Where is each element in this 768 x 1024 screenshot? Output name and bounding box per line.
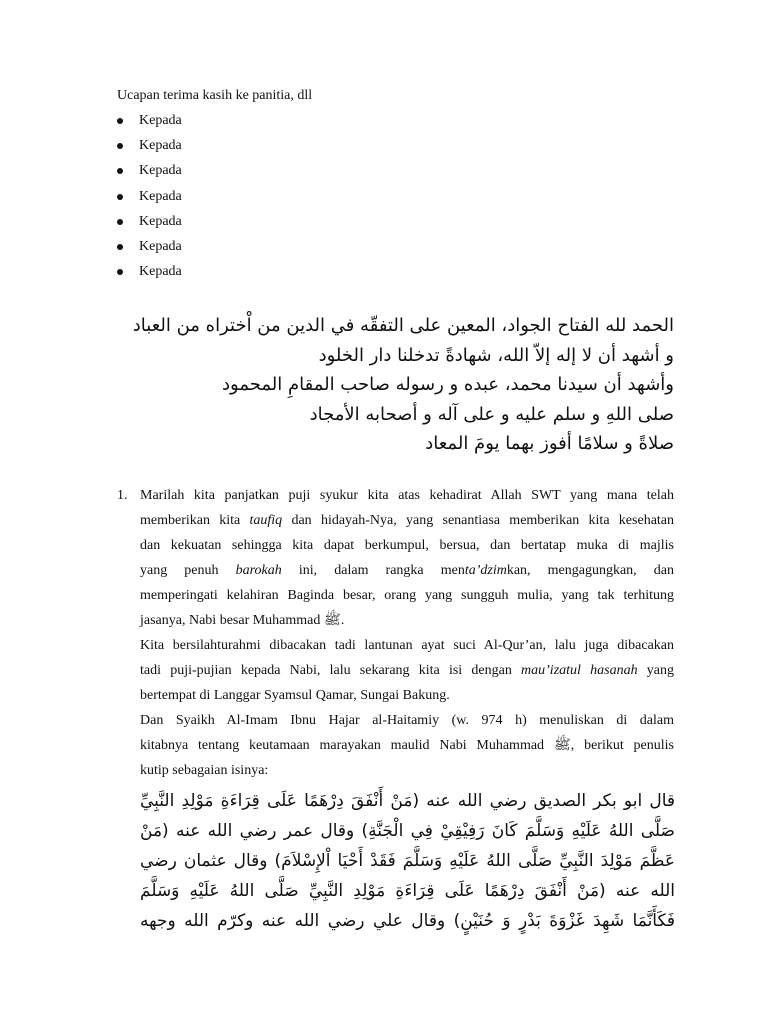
arabic-line: قال ابو بكر الصديق رضي الله عنه (مَنْ أَنْفَقَ دِرْهَمًا عَلَى قِرَاءَةِ مَوْلِدِ النَّبِيِّ bbox=[140, 791, 675, 811]
list-item: Kepada bbox=[117, 237, 182, 262]
arabic-line: فَكَأَنَّمَا شَهِدَ غَزْوَةَ بَدْرٍ وَ حُنَيْنٍ) وقال علي رضي الله عنه وكرّم الله وجهه bbox=[140, 911, 675, 931]
arabic-line: الحمد لله الفتاح الجواد، المعين على التفقّه في الدين من اْختراه من العباد bbox=[132, 315, 674, 336]
list-item: Kepada bbox=[117, 111, 182, 136]
intro-line: Ucapan terima kasih ke panitia, dll bbox=[117, 88, 313, 103]
bullet-icon bbox=[117, 194, 123, 200]
list-item: Kepada bbox=[117, 187, 182, 212]
arabic-line: صلى اللهِ و سلم عليه و على آله و أصحابه الأمجاد bbox=[309, 403, 674, 425]
arabic-opening-prayer bbox=[114, 311, 674, 459]
arabic-line: عَظَّمَ مَوْلِدَ النَّبِيِّ صَلَّى اللهُ عَلَيْهِ وَسَلَّمَ فَقَدْ أَحْيَا اْلإِسْلاَمَ) وقال عثمان رضي bbox=[140, 851, 675, 871]
bullet-icon bbox=[117, 219, 123, 225]
bullet-icon bbox=[117, 143, 123, 149]
list-item: Kepada bbox=[117, 212, 182, 237]
bullet-icon bbox=[117, 118, 123, 124]
paragraph-1: Marilah kita panjatkan puji syukur kita atas kehadirat Allah SWT yang mana telah memberikan kita taufiq dan hidayah-Nya, yang senantiasa memberikan kita kesehatan dan kekuatan sehingga kita dapat berkumpul, bersua, dan bertatap muka di majlis yang penuh barokah ini, dalam rangka menta’dzimkan, mengagungkan, dan memperingati kelahiran Baginda besar, orang yang sungguh mulia, yang tak terhitung jasanya, Nabi besar Muhammad ﷺ. bbox=[140, 488, 675, 628]
arabic-line: الله عنه (مَنْ أَنْفَقَ دِرْهَمًا عَلَى قِرَاءَةِ مَوْلِدِ النَّبِيِّ صَلَّى اللهُ عَلَيْهِ وَسَلَّمَ bbox=[140, 881, 675, 901]
arabic-line: و أشهد أن لا إله إلاّ الله، شهادةً تدخلنا دار الخلود bbox=[318, 344, 674, 366]
list-item: Kepada bbox=[117, 161, 182, 186]
arabic-hadith-quote bbox=[140, 786, 675, 936]
paragraph-3: Dan Syaikh Al-Imam Ibnu Hajar al-Haitamiy (w. 974 h) menuliskan di dalam kitabnya tentang keutamaan marayakan maulid Nabi Muhammad ﷺ, berikut penulis kutip sebagaian isinya: bbox=[140, 713, 674, 778]
bullet-icon bbox=[117, 244, 123, 250]
arabic-line: وأشهد أن سيدنا محمد، عبده و رسوله صاحب المقامِ المحمود bbox=[222, 374, 674, 395]
arabic-line: صلاةً و سلامًا أفوز بهما يومَ المعاد bbox=[425, 433, 674, 454]
bullet-icon bbox=[117, 168, 123, 174]
bullet-list bbox=[117, 111, 182, 287]
item-number: 1. bbox=[117, 488, 128, 503]
paragraph-2: Kita bersilahturahmi dibacakan tadi lantunan ayat suci Al-Qur’an, lalu juga dibacakan tadi puji-pujian kepada Nabi, lalu sekarang kita isi dengan mau’izatul hasanah yang bertempat di Langgar Syamsul Qamar, Sungai Bakung. bbox=[140, 638, 674, 703]
list-item: Kepada bbox=[117, 136, 182, 161]
list-item: Kepada bbox=[117, 262, 182, 287]
bullet-icon bbox=[117, 269, 123, 275]
arabic-line: صَلَّى اللهُ عَلَيْهِ وَسَلَّمَ كَانَ رَفِيْقِيْ فِي الْجَنَّةِ) وقال عمر رضي الله عنه (مَنْ bbox=[140, 821, 675, 841]
